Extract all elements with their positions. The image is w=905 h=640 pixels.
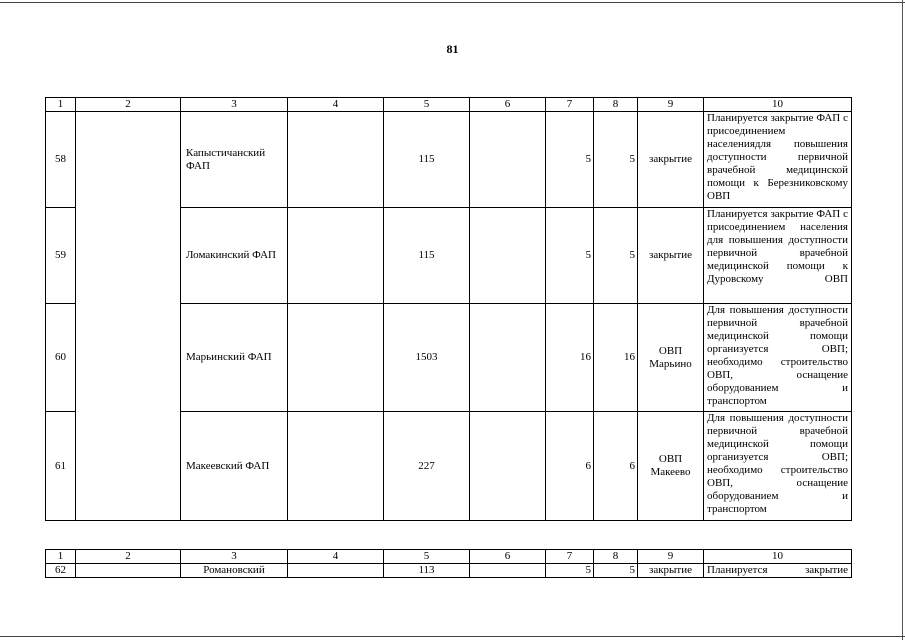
empty-cell: [288, 112, 384, 208]
empty-cell: [470, 304, 546, 412]
table-row: [46, 564, 852, 578]
plan-note: Планируется закрытие ФАП с присоединением населениядля повышения доступности первичной врачебной медицинской помощи к Березниковскому ОВП: [704, 112, 852, 208]
population-value: 115: [384, 112, 470, 208]
header-cell: 8: [594, 98, 638, 112]
continuation-table: [45, 549, 852, 578]
action-value: закрытие: [638, 564, 704, 578]
header-cell: 9: [638, 550, 704, 564]
empty-cell: [470, 412, 546, 521]
header-cell: 2: [76, 550, 181, 564]
empty-cell: [470, 208, 546, 304]
action-value: ОВП Марьино: [638, 304, 704, 412]
col7-value: 16: [546, 304, 594, 412]
page-frame-bottom: [0, 636, 905, 637]
empty-cell: [288, 304, 384, 412]
facilities-table: [45, 97, 852, 521]
table-header-row: [46, 550, 852, 564]
population-value: 115: [384, 208, 470, 304]
facility-name: Капыстичанский ФАП: [181, 112, 288, 208]
col8-value: 16: [594, 304, 638, 412]
col7-value: 5: [546, 564, 594, 578]
empty-cell: [470, 564, 546, 578]
facility-name: Романовский: [181, 564, 288, 578]
header-cell: 2: [76, 98, 181, 112]
table-row: [46, 112, 852, 208]
header-cell: 7: [546, 550, 594, 564]
empty-cell: [470, 112, 546, 208]
col7-value: 5: [546, 208, 594, 304]
header-cell: 8: [594, 550, 638, 564]
empty-cell: [288, 208, 384, 304]
plan-note: Для повышения доступности первичной врачебной медицинской помощи организуется ОВП; необходимо строительство ОВП, оснащение оборудованием и транспортом: [704, 412, 852, 521]
header-cell: 3: [181, 550, 288, 564]
header-cell: 3: [181, 98, 288, 112]
header-cell: 6: [470, 550, 546, 564]
col8-value: 5: [594, 564, 638, 578]
header-cell: 4: [288, 98, 384, 112]
plan-note: Планируется закрытие ФАП с присоединением населения для повышения доступности первичной врачебной медицинской помощи к Дуровскому ОВП: [704, 208, 852, 304]
page-frame-top: [0, 2, 905, 3]
header-cell: 7: [546, 98, 594, 112]
header-cell: 10: [704, 98, 852, 112]
col8-value: 5: [594, 208, 638, 304]
row-number: 58: [46, 112, 76, 208]
population-value: 1503: [384, 304, 470, 412]
header-cell: 6: [470, 98, 546, 112]
facility-name: Макеевский ФАП: [181, 412, 288, 521]
col8-value: 5: [594, 112, 638, 208]
plan-note: Планируется закрытие: [704, 564, 852, 578]
empty-cell: [76, 564, 181, 578]
facility-name: Марьинский ФАП: [181, 304, 288, 412]
action-value: закрытие: [638, 208, 704, 304]
header-cell: 9: [638, 98, 704, 112]
row-number: 60: [46, 304, 76, 412]
population-value: 227: [384, 412, 470, 521]
empty-cell: [288, 412, 384, 521]
header-cell: 5: [384, 98, 470, 112]
col7-value: 5: [546, 112, 594, 208]
row-number: 61: [46, 412, 76, 521]
col7-value: 6: [546, 412, 594, 521]
header-cell: 10: [704, 550, 852, 564]
row-number: 62: [46, 564, 76, 578]
page-number: 81: [446, 42, 459, 56]
header-cell: 1: [46, 98, 76, 112]
table-header-row: [46, 98, 852, 112]
page-frame-right: [902, 0, 903, 640]
facility-name: Ломакинский ФАП: [181, 208, 288, 304]
empty-cell: [288, 564, 384, 578]
row-number: 59: [46, 208, 76, 304]
action-value: ОВП Макеево: [638, 412, 704, 521]
header-cell: 1: [46, 550, 76, 564]
population-value: 113: [384, 564, 470, 578]
col8-value: 6: [594, 412, 638, 521]
plan-note: Для повышения доступности первичной врачебной медицинской помощи организуется ОВП; необходимо строительство ОВП, оснащение оборудованием и транспортом: [704, 304, 852, 412]
header-cell: 5: [384, 550, 470, 564]
header-cell: 4: [288, 550, 384, 564]
region-cell: [76, 112, 181, 521]
action-value: закрытие: [638, 112, 704, 208]
